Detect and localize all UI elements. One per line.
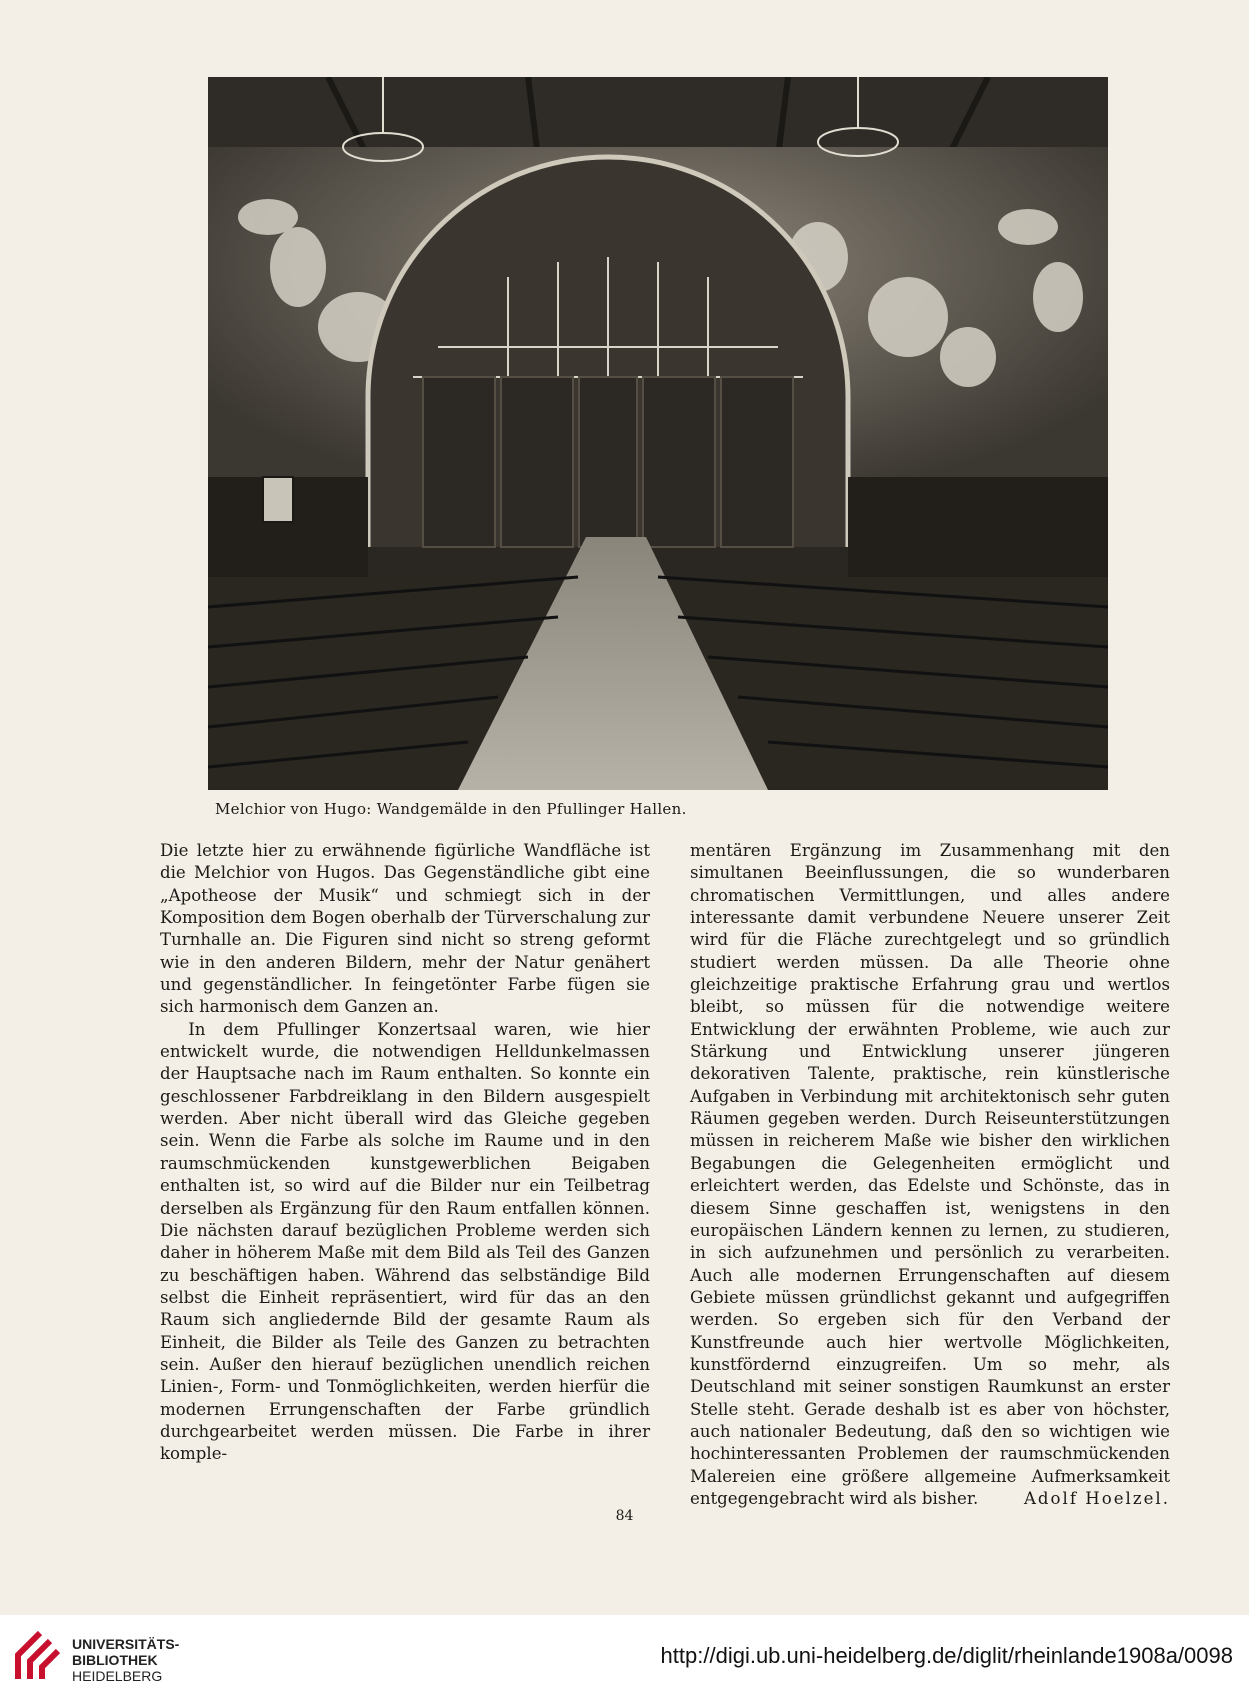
page-number: 84 [615,1508,634,1524]
hall-photograph [208,77,1108,790]
library-name-line: BIBLIOTHEK [72,1652,158,1668]
library-logo-icon [10,1627,62,1687]
left-text-column [160,840,650,1466]
library-footer [0,1615,1249,1704]
source-url-link[interactable]: http://digi.ub.uni-heidelberg.de/diglit/rheinlande1908a/0098 [660,1643,1233,1668]
paragraph: In dem Pfullinger Konzertsaal waren, wie hier entwickelt wurde, die notwendigen Helldunkelmassen der Hauptsache nach im Raum enthalten. So konnte ein geschlossener Farbdreiklang in den Bildern ausgespielt werden. Aber nicht überall wird das Gleiche gegeben sein. Wenn die Farbe als solche im Raume und in den raumschmückenden kunstgewerblichen Beigaben enthalten ist, so wird auf die Bilder nur ein Teilbetrag derselben als Ergänzung für den Raum entfallen können. Die nächsten darauf bezüglichen Probleme werden sich daher in höherem Maße mit dem Bild als Teil des Ganzen zu beschäftigen haben. Während das selbständige Bild selbst die Einheit repräsentiert, wird für das an den Raum sich angliedernde Bild der gesamte Raum als Einheit, die Bilder als Teile des Ganzen zu betrachten sein. Außer den hierauf bezüglichen unendlich reichen Linien-, Form- und Tonmöglichkeiten, werden hierfür die modernen Errungenschaften der Farbe gründlich durchgearbeitet werden müssen. Die Farbe in ihrer komple- [160,1019,650,1464]
paragraph: Die letzte hier zu erwähnende figürliche Wandfläche ist die Melchior von Hugos. Das Gegenständliche gibt eine „Apotheose der Musik“ und schmiegt sich in der Komposition dem Bogen oberhalb der Türverschalung zur Turnhalle an. Die Figuren sind nicht so streng geformt wie in den anderen Bildern, mehr der Natur genähert und gegenständlicher. In feingetönter Farbe fügen sie sich harmonisch dem Ganzen an. [160,841,650,1017]
paragraph: mentären Ergänzung im Zusammenhang mit den simultanen Beeinflussungen, die so wunderbaren chromatischen Vermittlungen, und alles andere interessante damit verbundene Neuere unserer Zeit wird für die Fläche zurechtgelegt und so gründlich studiert werden müssen. Da alle Theorie ohne gleichzeitige praktische Erfahrung grau und wertlos bleibt, so müssen für die notwendige weitere Entwicklung der erwähnten Probleme, wie auch zur Stärkung und Entwicklung unserer jüngeren dekorativen Talente, praktische, rein künstlerische Aufgaben in Verbindung mit architektonisch sehr guten Räumen gegeben werden. Durch Reiseunterstützungen müssen in reicherem Maße wie bisher den wirklichen Begabungen die Gelegenheiten ermöglicht und erleichtert werden, das Edelste und Schönste, das in diesem Sinne geschaffen ist, wenigstens in den europäischen Ländern kennen zu lernen, zu studieren, in sich aufzunehmen und persönlich zu verarbeiten. Auch alle modernen Errungenschaften auf diesem Gebiete müssen gründlichst gekannt und aufgegriffen werden. So ergeben sich für den Verband der Kunstfreunde auch hier wertvolle Möglichkeiten, kunstfördernd einzugreifen. Um so mehr, als Deutschland mit seiner sonstigen Raumkunst an erster Stelle steht. Gerade deshalb ist es aber von höchster, auch nationaler Bedeutung, daß den so wichtigen wie hochinteressanten Problemen der raumschmückenden Malereien eine größere allgemeine Aufmerksamkeit entgegengebracht wird als bisher. [690,841,1170,1508]
right-text-column [690,840,1170,1511]
library-name [72,1636,179,1684]
library-name-line: HEIDELBERG [72,1668,163,1684]
author-signature: Adolf Hoelzel. [1023,1489,1170,1509]
photo-caption: Melchior von Hugo: Wandgemälde in den Pfullinger Hallen. [215,800,687,818]
library-name-line: UNIVERSITÄTS- [72,1636,180,1652]
